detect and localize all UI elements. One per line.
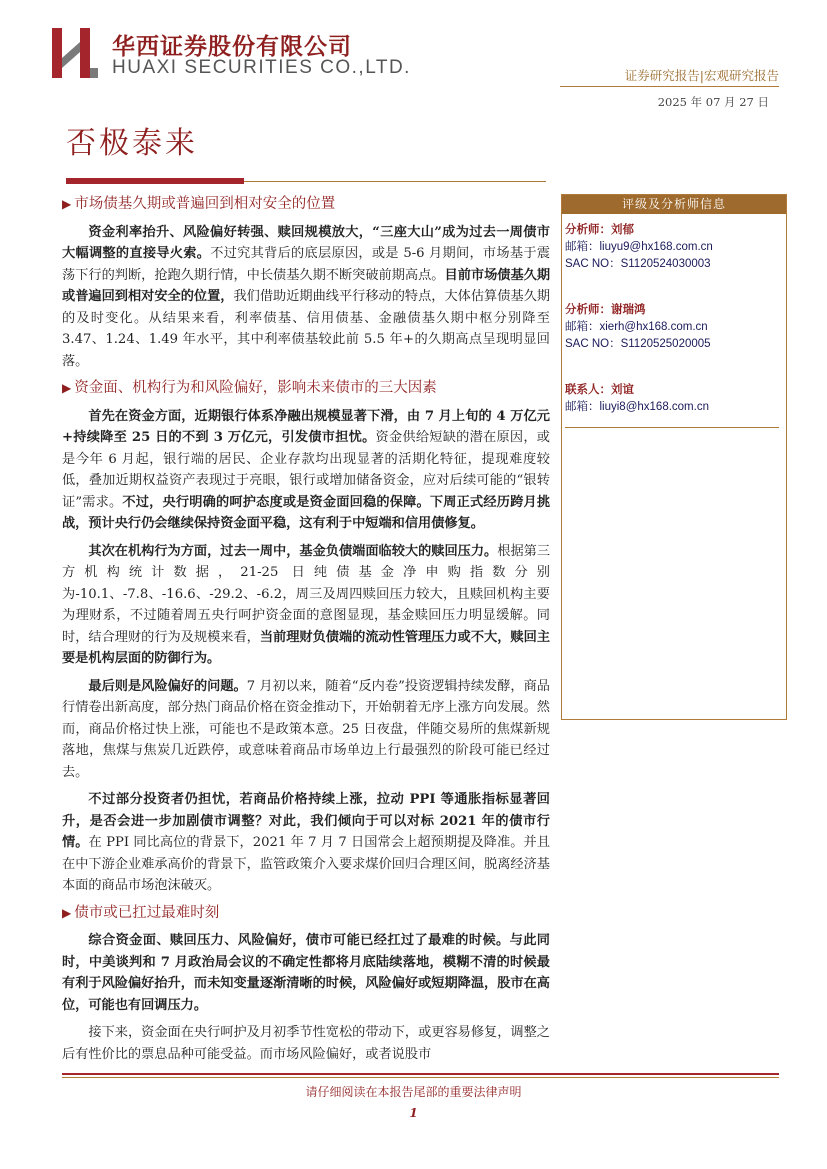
section-heading [62, 378, 550, 400]
contact-card [565, 381, 709, 416]
analyst-panel-title: 评级及分析师信息 [562, 195, 786, 214]
analyst-sac-number: SAC NO：S1120524030003 [565, 258, 711, 270]
analyst-name: 分析师：谢瑞鸿 [565, 302, 646, 316]
report-type: 证券研究报告|宏观研究报告 [624, 68, 779, 83]
text-run: 接下来，资金面在央行呵护及月初季节性宽松的带动下，或更容易修复，调整之后有性价比的票息品种可能受益。而市场风险偏好，或者说股市 [62, 1025, 550, 1062]
bold-text-run: 不过，央行明确的呵护态度或是资金面回稳的保障。下周正式经历跨月挑战，预计央行仍会继续保持资金面平稳，这有利于中短端和信用债修复。 [62, 494, 551, 531]
body-paragraph [62, 406, 550, 535]
body-paragraph [62, 222, 550, 373]
report-title: 否极泰来 [66, 126, 198, 161]
body-paragraph [62, 541, 550, 670]
triangle-bullet-icon: ▶ [62, 905, 72, 920]
bold-text-run: 资金利率抬升、风险偏好转强、赎回规模放大，“三座大山”成为过去一周债市大幅调整的直接导火索。 [62, 224, 550, 261]
body-paragraph [62, 1022, 550, 1065]
body-paragraph [62, 930, 550, 1016]
bold-text-run: 不过部分投资者仍担忧，若商品价格持续上涨，拉动 PPI 等通胀指标显著回升，是否会进一步加剧债市调整？对此，我们倾向于可以对标 2021 年的债市行情。 [62, 792, 550, 850]
contact-email-link[interactable]: liuyi8@hx168.com.cn [599, 401, 709, 413]
section-heading-text: 资金面、机构行为和风险偏好，影响未来债市的三大因素 [74, 380, 437, 396]
bold-text-run: 综合资金面、赎回压力、风险偏好，债市可能已经扛过了最难的时候。与此同时，中美谈判和 7 月政治局会议的不确定性都将月底陆续落地，模糊不清的时候最有利于风险偏好抬升，而未知变量逐渐清晰的时候，风险偏好或短期降温，股市在高位，可能也有回调压力。 [62, 933, 550, 1013]
section-heading-text: 债市或已扛过最难时刻 [74, 904, 220, 921]
title-accent-bar [66, 178, 244, 184]
analyst-info-panel [561, 194, 787, 720]
bold-text-run: 其次在机构行为方面，过去一周中，基金负债端面临较大的赎回压力。 [88, 543, 498, 559]
analyst-sac-number: SAC NO：S1120525020005 [565, 338, 711, 350]
analyst-email-link[interactable]: xierh@hx168.com.cn [599, 321, 708, 333]
analyst-name: 分析师：刘郁 [565, 222, 634, 236]
text-run: 根据第三方机构统计数据，21-25 日纯债基金净申购指数分别为-10.1、-7.8、-16.6、-29.2、-6.2，周三及周四赎回压力较大，且赎回机构主要为理财系，不过随着周五央行呵护资金面的意图显现，基金赎回压力明显缓解。同时，结合理财的行为及规模来看， [62, 543, 551, 645]
bold-text-run: 首先在资金方面，近期银行体系净融出规模显著下滑，由 7 月上旬的 4 万亿元+持续降至 25 日的不到 3 万亿元，引发债市担忧。 [62, 408, 550, 445]
text-run: 不过究其背后的底层原因，或是 5-6 月期间，市场基于震荡下行的判断，抢跑久期行情，中长债基久期不断突破前期高点。 [62, 246, 551, 283]
analyst-card [565, 301, 711, 353]
email-label: 邮箱： [565, 399, 600, 413]
bold-text-run: 当前理财负债端的流动性管理压力或不大，赎回主要是机构层面的防御行为。 [62, 629, 551, 666]
title-divider [244, 181, 546, 182]
section-heading [62, 903, 550, 925]
report-date: 2025 年 07 月 27 日 [657, 95, 769, 109]
company-name-en: HUAXI SECURITIES CO.,LTD. [112, 57, 411, 78]
analyst-email-link[interactable]: liuyu9@hx168.com.cn [599, 241, 713, 253]
section-heading [62, 194, 550, 216]
legal-disclaimer-note: 请仔细阅读在本报告尾部的重要法律声明 [305, 1085, 522, 1099]
bold-text-run: 目前市场债基久期或普遍回到相对安全的位置， [62, 267, 551, 304]
huaxi-logo-icon [52, 28, 98, 78]
analyst-card [565, 221, 713, 273]
bold-text-run: 最后则是风险偏好的问题。 [88, 678, 247, 694]
text-run: 在 PPI 同比高位的背景下，2021 年 7 月 7 日国常会上超预期提及降准。并且在中下游企业难承高价的背景下，监管政策介入要求煤价回归合理区间，脱离经济基本面的商品市场泡沫破灭。 [62, 835, 551, 893]
footer-divider [62, 1073, 779, 1075]
report-body [62, 188, 550, 1071]
section-heading-text: 市场债基久期或普遍回到相对安全的位置 [74, 196, 336, 212]
body-paragraph [62, 789, 550, 897]
header-divider [560, 86, 779, 87]
page-number: 1 [409, 1106, 418, 1120]
text-run: 我们借助近期曲线平行移动的特点，大体估算债基久期的及时变化。从结果来看，利率债基、信用债基、金融债基久期中枢分别降至 3.47、1.24、1.49 年水平，其中利率债基较此前 5.5 年+的久期高点呈现明显回落。 [62, 289, 551, 369]
text-run: 7 月初以来，随着“反内卷”投资逻辑持续发酵，商品行情卷出新高度，部分热门商品价格在资金推动下，开始朝着无序上涨方向发展。然而，商品价格过快上涨，可能也不是政策本意。25 日夜盘，伴随交易所的焦煤新规落地，焦煤与焦炭几近跌停，或意味着商品市场单边上行最强烈的阶段可能已经过去。 [62, 678, 550, 780]
footer-divider-thin [62, 1077, 779, 1078]
triangle-bullet-icon: ▶ [62, 197, 72, 211]
contact-name: 联系人：刘谊 [565, 382, 634, 396]
email-label: 邮箱： [565, 319, 600, 333]
company-name-cn: 华西证券股份有限公司 [112, 34, 352, 60]
body-paragraph [62, 676, 550, 784]
email-label: 邮箱： [565, 239, 600, 253]
text-run: 资金供给短缺的潜在原因，或是今年 6 月起，银行端的居民、企业存款均出现显著的活期化特征，提现难度较低，叠加近期权益资产表现过于亮眼，银行或增加储备资金，应对后续可能的“银转证”需求。 [62, 430, 550, 510]
triangle-bullet-icon: ▶ [62, 381, 72, 395]
sidebar-divider [565, 427, 779, 428]
